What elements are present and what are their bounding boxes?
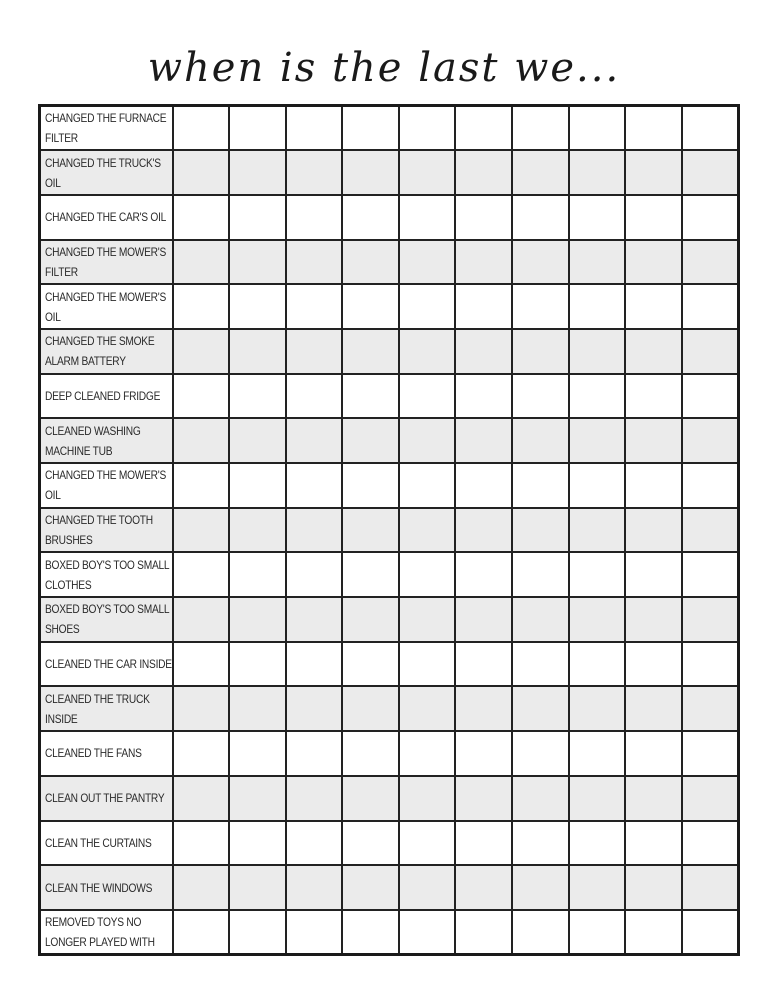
date-cell[interactable] — [229, 508, 286, 553]
row-label — [40, 329, 173, 374]
row-label — [40, 865, 173, 910]
date-cell[interactable] — [625, 910, 682, 955]
date-cell[interactable] — [682, 597, 739, 642]
table-row — [40, 106, 739, 151]
date-cell[interactable] — [512, 284, 569, 329]
date-cell[interactable] — [399, 508, 456, 553]
date-cell[interactable] — [569, 597, 626, 642]
date-cell[interactable] — [399, 463, 456, 508]
date-cell[interactable] — [455, 731, 512, 776]
table-row — [40, 821, 739, 866]
date-cell[interactable] — [286, 240, 343, 285]
date-cell[interactable] — [286, 597, 343, 642]
date-cell[interactable] — [512, 374, 569, 419]
date-cell[interactable] — [342, 910, 399, 955]
date-cell[interactable] — [342, 597, 399, 642]
date-cell[interactable] — [625, 731, 682, 776]
date-cell[interactable] — [399, 329, 456, 374]
date-cell[interactable] — [569, 865, 626, 910]
date-cell[interactable] — [173, 106, 230, 151]
date-cell[interactable] — [569, 240, 626, 285]
date-cell[interactable] — [173, 910, 230, 955]
row-label — [40, 150, 173, 195]
row-label — [40, 463, 173, 508]
date-cell[interactable] — [399, 150, 456, 195]
date-cell[interactable] — [512, 106, 569, 151]
date-cell[interactable] — [625, 597, 682, 642]
date-cell[interactable] — [342, 240, 399, 285]
row-label — [40, 195, 173, 240]
date-cell[interactable] — [229, 374, 286, 419]
date-cell[interactable] — [682, 150, 739, 195]
date-cell[interactable] — [229, 106, 286, 151]
date-cell[interactable] — [173, 150, 230, 195]
date-cell[interactable] — [625, 776, 682, 821]
row-label-text: CHANGED THE MOWER'S FILTER — [45, 244, 167, 279]
date-cell[interactable] — [342, 418, 399, 463]
table-row — [40, 374, 739, 419]
row-label-text: BOXED BOY'S TOO SMALL CLOTHES — [45, 557, 169, 592]
date-cell[interactable] — [286, 329, 343, 374]
row-label — [40, 776, 173, 821]
date-cell[interactable] — [625, 284, 682, 329]
date-cell[interactable] — [569, 150, 626, 195]
date-cell[interactable] — [399, 776, 456, 821]
date-cell[interactable] — [455, 284, 512, 329]
date-cell[interactable] — [229, 821, 286, 866]
date-cell[interactable] — [569, 821, 626, 866]
date-cell[interactable] — [512, 731, 569, 776]
date-cell[interactable] — [569, 106, 626, 151]
date-cell[interactable] — [682, 195, 739, 240]
date-cell[interactable] — [455, 686, 512, 731]
date-cell[interactable] — [399, 284, 456, 329]
date-cell[interactable] — [625, 150, 682, 195]
date-cell[interactable] — [682, 642, 739, 687]
date-cell[interactable] — [399, 240, 456, 285]
row-label-text: CLEANED THE FANS — [45, 746, 142, 761]
date-cell[interactable] — [625, 240, 682, 285]
date-cell[interactable] — [625, 329, 682, 374]
date-cell[interactable] — [399, 686, 456, 731]
date-cell[interactable] — [569, 418, 626, 463]
date-cell[interactable] — [682, 821, 739, 866]
date-cell[interactable] — [173, 284, 230, 329]
date-cell[interactable] — [173, 374, 230, 419]
date-cell[interactable] — [682, 731, 739, 776]
row-label-text: REMOVED TOYS NO LONGER PLAYED WITH — [45, 914, 155, 949]
date-cell[interactable] — [682, 686, 739, 731]
date-cell[interactable] — [569, 463, 626, 508]
date-cell[interactable] — [286, 463, 343, 508]
table-row — [40, 686, 739, 731]
date-cell[interactable] — [455, 463, 512, 508]
row-label-text: BOXED BOY'S TOO SMALL SHOES — [45, 602, 169, 637]
date-cell[interactable] — [682, 776, 739, 821]
date-cell[interactable] — [229, 329, 286, 374]
date-cell[interactable] — [512, 686, 569, 731]
date-cell[interactable] — [455, 776, 512, 821]
date-cell[interactable] — [342, 284, 399, 329]
date-cell[interactable] — [229, 597, 286, 642]
date-cell[interactable] — [286, 686, 343, 731]
date-cell[interactable] — [229, 776, 286, 821]
date-cell[interactable] — [455, 374, 512, 419]
row-label — [40, 374, 173, 419]
table-row — [40, 865, 739, 910]
row-label-text: CLEANED WASHING MACHINE TUB — [45, 423, 141, 458]
row-label — [40, 910, 173, 955]
date-cell[interactable] — [286, 865, 343, 910]
date-cell[interactable] — [342, 463, 399, 508]
date-cell[interactable] — [512, 821, 569, 866]
date-cell[interactable] — [625, 418, 682, 463]
date-cell[interactable] — [399, 374, 456, 419]
date-cell[interactable] — [455, 329, 512, 374]
row-label — [40, 821, 173, 866]
date-cell[interactable] — [342, 776, 399, 821]
date-cell[interactable] — [399, 910, 456, 955]
row-label — [40, 686, 173, 731]
date-cell[interactable] — [625, 374, 682, 419]
date-cell[interactable] — [569, 776, 626, 821]
date-cell[interactable] — [173, 731, 230, 776]
date-cell[interactable] — [399, 418, 456, 463]
date-cell[interactable] — [682, 865, 739, 910]
date-cell[interactable] — [625, 508, 682, 553]
row-label-text: CHANGED THE MOWER'S OIL — [45, 289, 167, 324]
row-label-text: CHANGED THE FURNACE FILTER — [45, 111, 167, 146]
date-cell[interactable] — [569, 686, 626, 731]
date-cell[interactable] — [682, 284, 739, 329]
table-row — [40, 776, 739, 821]
date-cell[interactable] — [512, 329, 569, 374]
row-label — [40, 597, 173, 642]
date-cell[interactable] — [173, 865, 230, 910]
date-cell[interactable] — [399, 865, 456, 910]
date-cell[interactable] — [229, 150, 286, 195]
date-cell[interactable] — [229, 910, 286, 955]
date-cell[interactable] — [455, 106, 512, 151]
date-cell[interactable] — [455, 642, 512, 687]
date-cell[interactable] — [399, 552, 456, 597]
date-cell[interactable] — [342, 329, 399, 374]
date-cell[interactable] — [455, 865, 512, 910]
table-row — [40, 195, 739, 240]
date-cell[interactable] — [682, 910, 739, 955]
table-row — [40, 508, 739, 553]
date-cell[interactable] — [342, 865, 399, 910]
date-cell[interactable] — [569, 329, 626, 374]
date-cell[interactable] — [625, 686, 682, 731]
row-label — [40, 508, 173, 553]
date-cell[interactable] — [399, 731, 456, 776]
tracking-table — [38, 104, 740, 956]
date-cell[interactable] — [173, 418, 230, 463]
date-cell[interactable] — [625, 552, 682, 597]
date-cell[interactable] — [682, 106, 739, 151]
table-row — [40, 597, 739, 642]
date-cell[interactable] — [286, 418, 343, 463]
page-title: when is the last we... — [147, 45, 621, 91]
date-cell[interactable] — [229, 865, 286, 910]
date-cell[interactable] — [286, 195, 343, 240]
date-cell[interactable] — [512, 463, 569, 508]
date-cell[interactable] — [342, 150, 399, 195]
date-cell[interactable] — [173, 597, 230, 642]
date-cell[interactable] — [286, 731, 343, 776]
table-row — [40, 463, 739, 508]
row-label — [40, 642, 173, 687]
date-cell[interactable] — [399, 597, 456, 642]
date-cell[interactable] — [569, 642, 626, 687]
date-cell[interactable] — [455, 910, 512, 955]
date-cell[interactable] — [229, 686, 286, 731]
row-label-text: CLEANED THE CAR INSIDE — [45, 657, 172, 672]
date-cell[interactable] — [625, 195, 682, 240]
date-cell[interactable] — [569, 508, 626, 553]
date-cell[interactable] — [173, 508, 230, 553]
date-cell[interactable] — [342, 195, 399, 240]
date-cell[interactable] — [512, 508, 569, 553]
date-cell[interactable] — [229, 552, 286, 597]
date-cell[interactable] — [229, 418, 286, 463]
date-cell[interactable] — [512, 865, 569, 910]
date-cell[interactable] — [286, 106, 343, 151]
date-cell[interactable] — [455, 597, 512, 642]
table-row — [40, 418, 739, 463]
date-cell[interactable] — [173, 821, 230, 866]
row-label-text: CLEAN THE CURTAINS — [45, 835, 152, 850]
table-body — [40, 106, 739, 955]
date-cell[interactable] — [569, 552, 626, 597]
date-cell[interactable] — [682, 240, 739, 285]
date-cell[interactable] — [229, 642, 286, 687]
date-cell[interactable] — [682, 329, 739, 374]
date-cell[interactable] — [455, 552, 512, 597]
date-cell[interactable] — [173, 329, 230, 374]
table-row — [40, 284, 739, 329]
table-row — [40, 329, 739, 374]
date-cell[interactable] — [455, 150, 512, 195]
date-cell[interactable] — [286, 642, 343, 687]
date-cell[interactable] — [342, 106, 399, 151]
date-cell[interactable] — [173, 686, 230, 731]
date-cell[interactable] — [455, 508, 512, 553]
table-row — [40, 552, 739, 597]
date-cell[interactable] — [342, 686, 399, 731]
date-cell[interactable] — [342, 552, 399, 597]
date-cell[interactable] — [455, 240, 512, 285]
date-cell[interactable] — [286, 910, 343, 955]
date-cell[interactable] — [625, 821, 682, 866]
row-label-text: CLEAN OUT THE PANTRY — [45, 791, 165, 806]
date-cell[interactable] — [286, 374, 343, 419]
row-label-text: CLEAN THE WINDOWS — [45, 880, 153, 895]
row-label — [40, 284, 173, 329]
row-label-text: CHANGED THE MOWER'S OIL — [45, 468, 167, 503]
date-cell[interactable] — [342, 821, 399, 866]
date-cell[interactable] — [286, 150, 343, 195]
date-cell[interactable] — [625, 106, 682, 151]
date-cell[interactable] — [569, 731, 626, 776]
date-cell[interactable] — [512, 240, 569, 285]
row-label — [40, 418, 173, 463]
date-cell[interactable] — [682, 418, 739, 463]
table-row — [40, 731, 739, 776]
table-row — [40, 642, 739, 687]
date-cell[interactable] — [229, 463, 286, 508]
row-label — [40, 731, 173, 776]
date-cell[interactable] — [569, 374, 626, 419]
row-label — [40, 240, 173, 285]
date-cell[interactable] — [512, 642, 569, 687]
date-cell[interactable] — [682, 463, 739, 508]
row-label-text: CLEANED THE TRUCK INSIDE — [45, 691, 150, 726]
date-cell[interactable] — [569, 284, 626, 329]
table-row — [40, 150, 739, 195]
date-cell[interactable] — [682, 374, 739, 419]
date-cell[interactable] — [455, 821, 512, 866]
date-cell[interactable] — [173, 195, 230, 240]
date-cell[interactable] — [512, 776, 569, 821]
date-cell[interactable] — [286, 508, 343, 553]
row-label-text: CHANGED THE CAR'S OIL — [45, 210, 167, 225]
date-cell[interactable] — [229, 284, 286, 329]
date-cell[interactable] — [682, 508, 739, 553]
date-cell[interactable] — [173, 240, 230, 285]
date-cell[interactable] — [512, 150, 569, 195]
date-cell[interactable] — [286, 821, 343, 866]
date-cell[interactable] — [286, 776, 343, 821]
row-label — [40, 106, 173, 151]
row-label-text: DEEP CLEANED FRIDGE — [45, 388, 161, 403]
table-row — [40, 910, 739, 955]
table-row — [40, 240, 739, 285]
date-cell[interactable] — [342, 508, 399, 553]
date-cell[interactable] — [625, 865, 682, 910]
row-label-text: CHANGED THE TOOTH BRUSHES — [45, 513, 153, 548]
date-cell[interactable] — [173, 642, 230, 687]
date-cell[interactable] — [512, 597, 569, 642]
date-cell[interactable] — [229, 240, 286, 285]
date-cell[interactable] — [399, 642, 456, 687]
row-label — [40, 552, 173, 597]
date-cell[interactable] — [399, 106, 456, 151]
date-cell[interactable] — [342, 374, 399, 419]
date-cell[interactable] — [569, 910, 626, 955]
date-cell[interactable] — [342, 731, 399, 776]
date-cell[interactable] — [173, 552, 230, 597]
date-cell[interactable] — [455, 195, 512, 240]
row-label-text: CHANGED THE TRUCK'S OIL — [45, 155, 161, 190]
date-cell[interactable] — [173, 776, 230, 821]
date-cell[interactable] — [512, 195, 569, 240]
date-cell[interactable] — [399, 195, 456, 240]
row-label-text: CHANGED THE SMOKE ALARM BATTERY — [45, 334, 155, 369]
date-cell[interactable] — [229, 195, 286, 240]
date-cell[interactable] — [286, 284, 343, 329]
date-cell[interactable] — [173, 463, 230, 508]
date-cell[interactable] — [286, 552, 343, 597]
date-cell[interactable] — [455, 418, 512, 463]
date-cell[interactable] — [399, 821, 456, 866]
date-cell[interactable] — [512, 910, 569, 955]
date-cell[interactable] — [625, 463, 682, 508]
date-cell[interactable] — [569, 195, 626, 240]
date-cell[interactable] — [342, 642, 399, 687]
date-cell[interactable] — [229, 731, 286, 776]
date-cell[interactable] — [512, 552, 569, 597]
date-cell[interactable] — [512, 418, 569, 463]
date-cell[interactable] — [682, 552, 739, 597]
date-cell[interactable] — [625, 642, 682, 687]
